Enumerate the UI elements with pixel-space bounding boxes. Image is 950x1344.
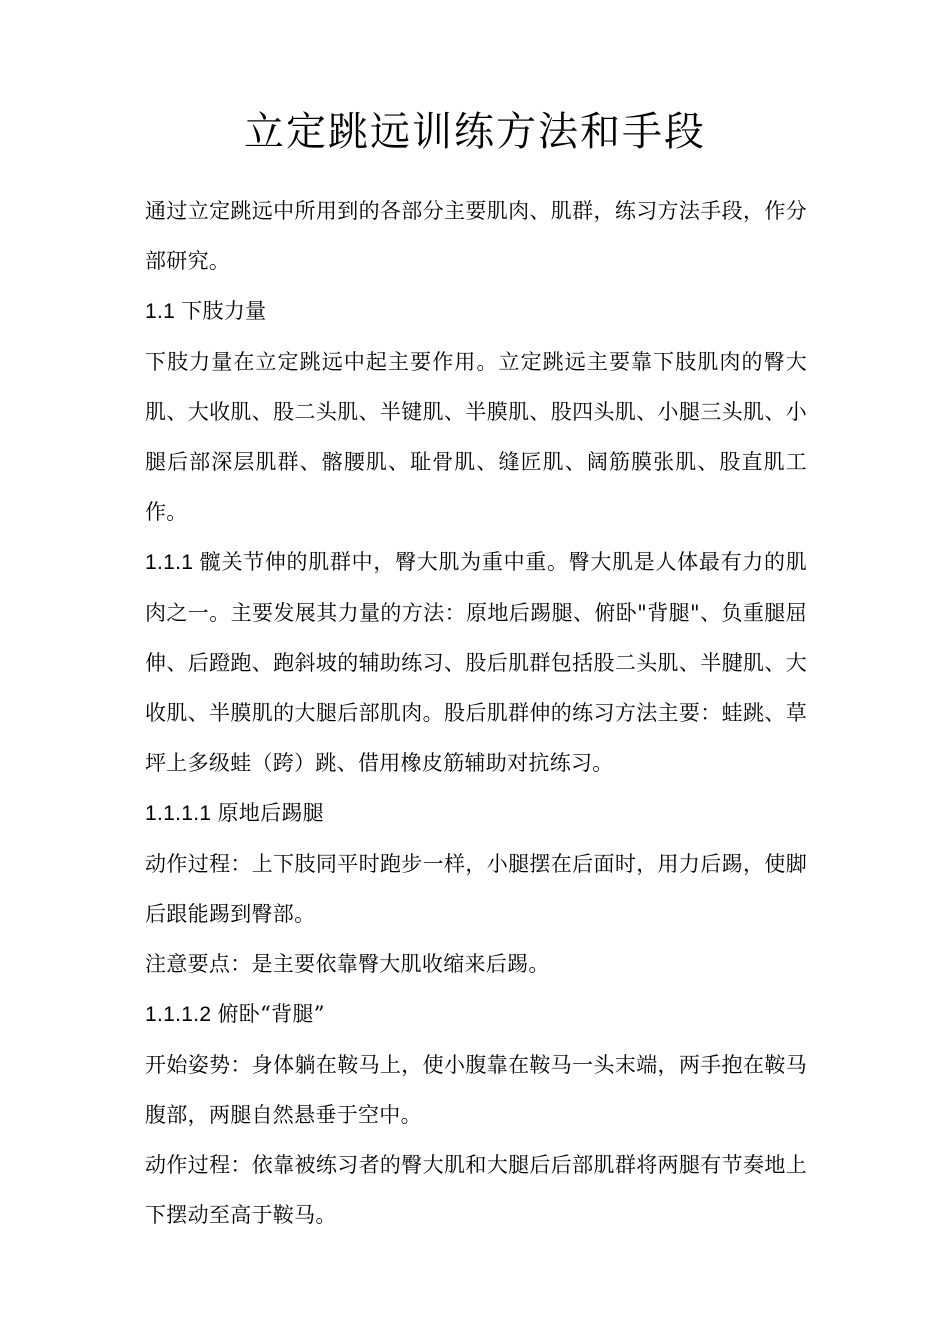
section-number: 1.1.1	[145, 551, 200, 574]
paragraph-action-process-2	[145, 1140, 807, 1240]
document-title: 立定跳远训练方法和手段	[244, 109, 706, 155]
paragraph-text: 髋关节伸的肌群中，臀大肌为重中重。臀大肌是人体最有力的肌肉之一。主要发展其力量的方法：原地后踢腿、俯卧"背腿"、负重腿屈伸、后蹬跑、跑斜坡的辅助练习、股后肌群包括股二头肌、半腱肌、大收肌、半膜肌的大腿后部肌肉。股后肌群伸的练习方法主要：蛙跳、草坪上多级蛙（跨）跳、借用橡皮筋辅助对抗练习。	[145, 550, 807, 775]
paragraph-lower-limb	[145, 337, 807, 537]
section-number: 1.1.1.1	[145, 802, 218, 825]
section-number: 1.1.1.2	[145, 1003, 218, 1026]
paragraph-intro	[145, 186, 807, 286]
paragraph-text: 开始姿势：身体躺在鞍马上，使小腹靠在鞍马一头末端，两手抱在鞍马腹部，两腿自然悬垂于空中。	[145, 1053, 807, 1127]
paragraph-key-points	[145, 939, 807, 989]
paragraph-action-process-1	[145, 839, 807, 939]
paragraph-text: 动作过程：上下肢同平时跑步一样，小腿摆在后面时，用力后踢，使脚后跟能踢到臀部。	[145, 852, 807, 926]
paragraph-text: 下肢力量在立定跳远中起主要作用。立定跳远主要靠下肢肌肉的臀大肌、大收肌、股二头肌、半键肌、半膜肌、股四头肌、小腿三头肌、小腿后部深层肌群、髂腰肌、耻骨肌、缝匠肌、阔筋膜张肌、股直肌工作。	[145, 350, 807, 524]
paragraph-text: 动作过程：依靠被练习者的臀大肌和大腿后后部肌群将两腿有节奏地上下摆动至高于鞍马。	[145, 1153, 807, 1227]
paragraph-start-posture	[145, 1040, 807, 1140]
document-body	[145, 186, 807, 1240]
paragraph-1-1-1	[145, 537, 807, 788]
heading-1-1-1-2	[145, 989, 807, 1040]
section-number: 1.1	[145, 300, 182, 323]
heading-1-1-1-1	[145, 788, 807, 839]
paragraph-text: 注意要点：是主要依靠臀大肌收缩来后踢。	[145, 952, 550, 976]
heading-text: 下肢力量	[181, 299, 267, 323]
heading-text: 原地后踢腿	[217, 801, 324, 825]
heading-text: 俯卧“背腿”	[217, 1002, 325, 1026]
heading-1-1	[145, 286, 807, 337]
paragraph-text: 通过立定跳远中所用到的各部分主要肌肉、肌群，练习方法手段，作分部研究。	[145, 199, 807, 273]
